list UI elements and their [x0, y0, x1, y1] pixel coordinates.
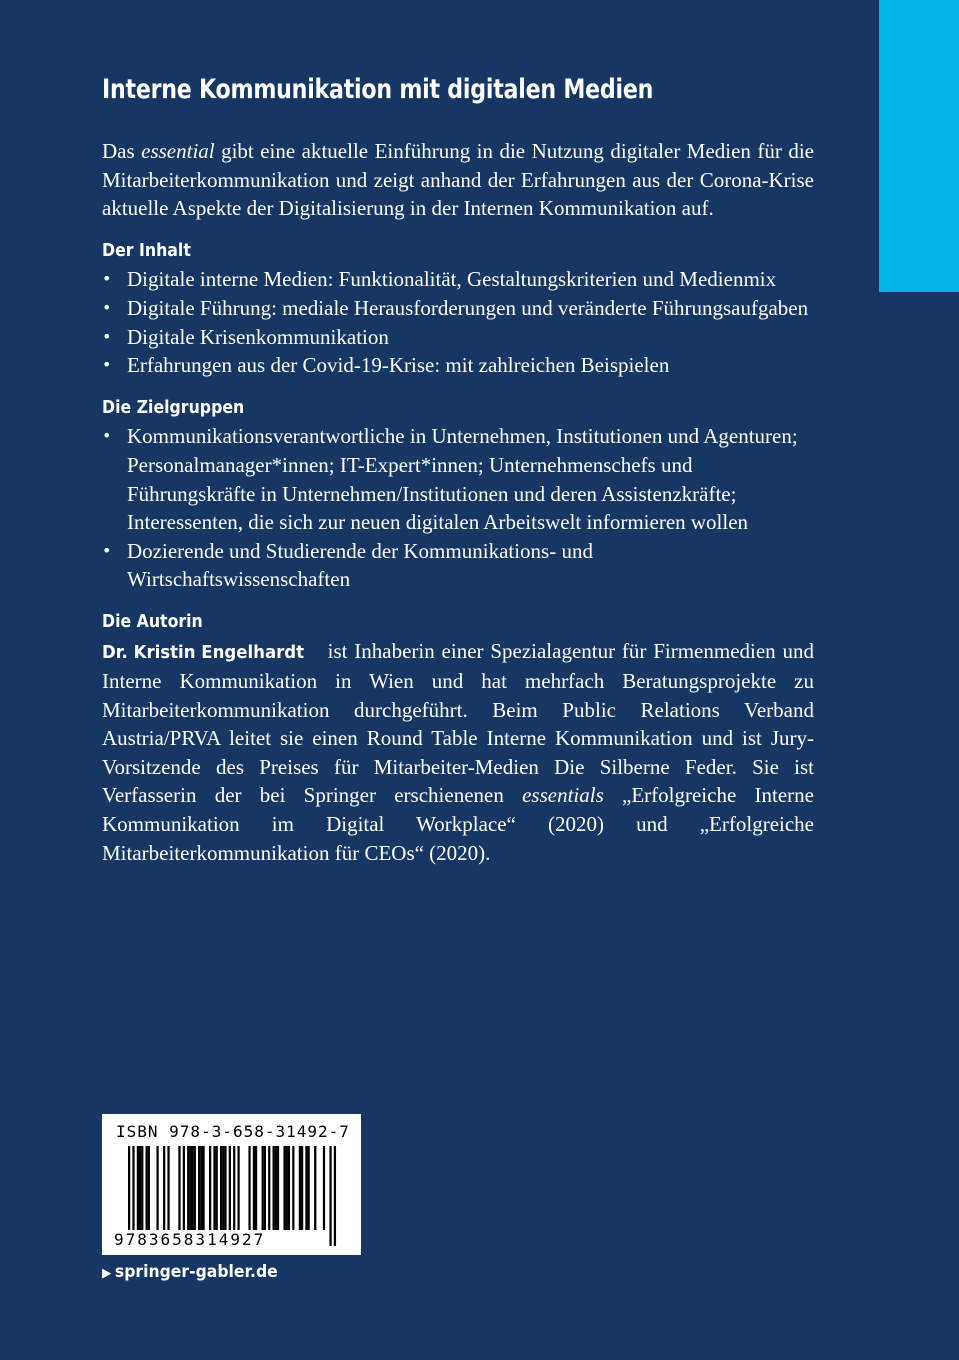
barcode-bar: [200, 1146, 202, 1230]
cover-text: [102, 137, 814, 867]
list-item: • Erfahrungen aus der Covid-19-Krise: mit zahlreichen Beispielen: [102, 351, 814, 380]
accent-bar: [879, 0, 959, 292]
barcode-bar: [183, 1146, 185, 1230]
barcode-bar: [262, 1146, 264, 1230]
heading-autorin: Die Autorin: [102, 611, 203, 632]
barcode-bar: [141, 1146, 143, 1230]
barcode-bar: [286, 1146, 288, 1230]
barcode-bar: [189, 1146, 191, 1230]
barcode-bar: [237, 1146, 239, 1230]
zielgruppen-list: [102, 422, 814, 594]
barcode-bar: [178, 1146, 180, 1230]
author-text-rest: „Erfolgreiche Interne Kommunikation im Digital Workplace“ (2020) und „Erfolgreiche Mitarbeiterkommunikation für CEOs“ (2020).: [102, 783, 814, 865]
barcode-bar: [191, 1146, 193, 1230]
list-item: • Digitale interne Medien: Funktionalität, Gestaltungskriterien und Medienmix: [102, 265, 814, 294]
isbn-number: ISBN 978-3-658-31492-7: [116, 1122, 350, 1141]
list-item: • Digitale Führung: mediale Herausforderungen und veränderte Führungsaufgaben: [102, 294, 814, 323]
book-title: Interne Kommunikation mit digitalen Medien: [102, 74, 654, 105]
barcode-bar: [292, 1146, 294, 1230]
intro-text-rest: gibt eine aktuelle Einführung in die Nutzung digitaler Medien für die Mitarbeiterkommunikation und zeigt anhand der Erfahrungen aus der Corona-Krise aktuelle Aspekte der Digitalisierung in der Internen Kommunikation auf.: [102, 139, 814, 221]
barcode-bar: [139, 1146, 141, 1230]
author-name: Dr. Kristin Engelhardt: [102, 641, 305, 663]
publisher-website[interactable]: [102, 1262, 278, 1282]
barcode-bar: [255, 1146, 257, 1230]
barcode-bar: [301, 1146, 303, 1230]
barcode-bar: [334, 1146, 336, 1246]
barcode-bar: [167, 1146, 169, 1230]
intro-text-start: Das: [102, 139, 142, 163]
triangle-right-icon: ▶: [102, 1266, 112, 1281]
list-item: • Dozierende und Studierende der Kommunikations- und Wirtschaftswissenschaften: [102, 537, 814, 594]
intro-paragraph: [102, 137, 814, 223]
barcode-bar: [323, 1146, 325, 1230]
barcode-bar: [202, 1146, 204, 1230]
website-text: springer-gabler.de: [114, 1262, 278, 1282]
barcode-bar: [308, 1146, 310, 1230]
barcode-bar: [314, 1146, 316, 1230]
isbn-barcode: [102, 1114, 361, 1255]
ean-digits: [114, 1230, 265, 1249]
barcode-bar: [198, 1146, 200, 1230]
inhalt-list: [102, 265, 814, 379]
barcode-bar: [216, 1146, 218, 1230]
barcode-bar: [222, 1146, 224, 1230]
barcode-bar: [137, 1146, 139, 1230]
barcode-bar: [220, 1146, 222, 1230]
author-text-start: ist Inhaberin einer Spezialagentur für Firmenmedien und Interne Kommunikation in Wien und hat mehrfach Beratungsprojekte zu Mitarbeiterkommunikation durchgeführt. Beim Public Relations Verband Austria/PRVA leitet sie einen Round Table Interne Kommunikation und ist Jury-Vorsitzende des Preises für Mitarbeiter-Medien Die Silberne Feder. Sie ist Verfasserin der bei Springer erschienenen: [102, 638, 814, 808]
barcode-bar: [277, 1146, 279, 1230]
barcode-bar: [187, 1146, 189, 1230]
barcode-bar: [305, 1146, 307, 1230]
barcode-bar: [248, 1146, 250, 1230]
barcode-bar: [148, 1146, 150, 1230]
heading-zielgruppen: Die Zielgruppen: [102, 397, 245, 418]
barcode-bar: [224, 1146, 226, 1230]
barcode-bar: [273, 1146, 275, 1230]
barcode-bar: [194, 1146, 196, 1230]
list-item: • Digitale Krisenkommunikation: [102, 323, 814, 352]
barcode-bar: [156, 1146, 158, 1230]
barcode-bar: [264, 1146, 266, 1230]
barcode-bar: [253, 1146, 255, 1230]
barcode-bar: [146, 1146, 148, 1230]
barcode-bar: [299, 1146, 301, 1230]
barcode-bar: [283, 1146, 285, 1230]
barcode-bar: [275, 1146, 277, 1230]
barcode-bar: [329, 1146, 331, 1246]
barcode-bar: [268, 1146, 270, 1230]
ean-digit-text: 9783658314927: [114, 1230, 266, 1249]
author-paragraph: [102, 637, 814, 868]
list-item: • Kommunikationsverantwortliche in Unternehmen, Institutionen und Agenturen; Personalmanager*innen; IT-Expert*innen; Unternehmenschefs und Führungskräfte in Unternehmen/Institutionen und deren Assistenzkräfte; Interessenten, die sich zur neuen digitalen Arbeitswelt informieren wollen: [102, 422, 814, 536]
barcode-bar: [163, 1146, 165, 1230]
intro-italic: essential: [141, 139, 215, 163]
barcode-bar: [209, 1146, 211, 1230]
heading-inhalt: Der Inhalt: [102, 240, 191, 261]
barcode-bar: [213, 1146, 215, 1230]
author-italic: essentials: [522, 783, 604, 808]
barcode-bar: [288, 1146, 290, 1230]
